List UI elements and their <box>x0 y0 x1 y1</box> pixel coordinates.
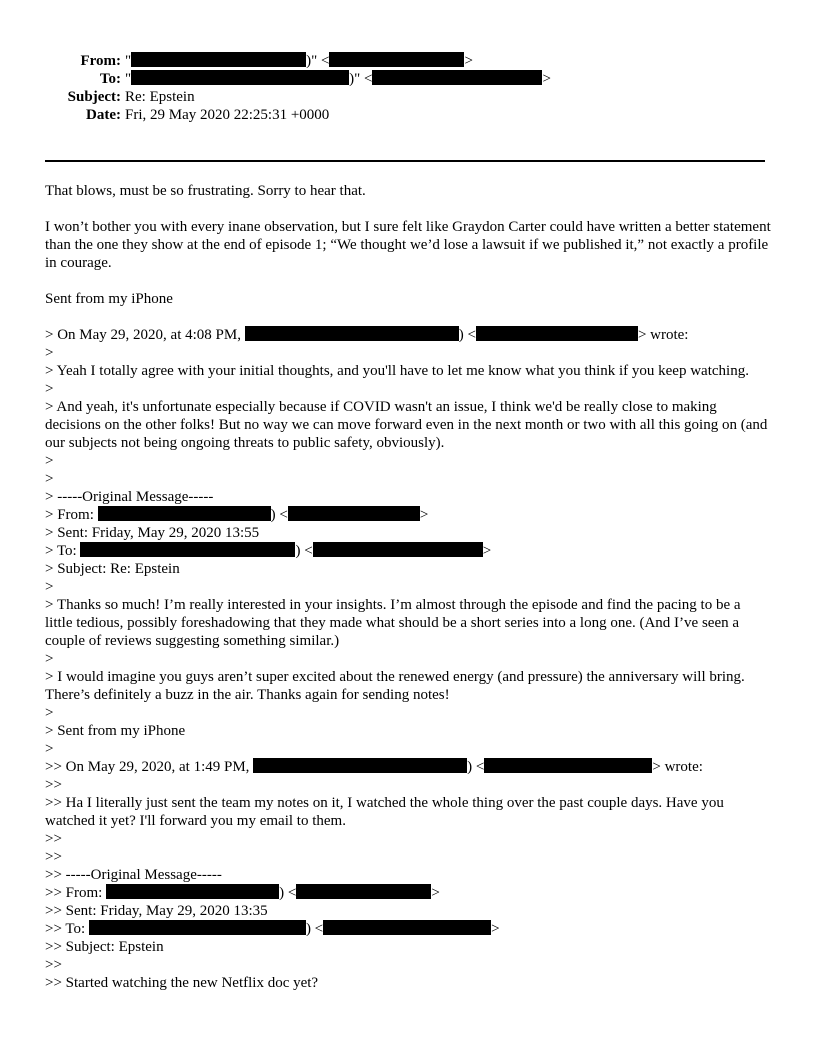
quote-paragraph: >> Started watching the new Netflix doc yet? <box>45 975 319 991</box>
quote-blank: >> <box>45 831 62 847</box>
header-divider <box>45 160 765 162</box>
quote-blank: >> <box>45 957 62 973</box>
redaction-box <box>131 70 349 85</box>
redaction-box <box>98 506 271 521</box>
quote-blank: > <box>45 741 54 757</box>
quote-paragraph: >> Ha I literally just sent the team my notes on it, I watched the whole thing over the past couple days. Have you watched it yet? I'll forward you my email to them. <box>45 795 724 829</box>
subject-label: Subject: <box>67 89 121 105</box>
quote-to: >> To: ) < > <box>45 921 500 937</box>
quote-from: >> From: ) < > <box>45 885 440 901</box>
quote-blank: > <box>45 471 54 487</box>
quote-sent: >> Sent: Friday, May 29, 2020 13:35 <box>45 903 268 919</box>
from-label: From: <box>80 53 121 69</box>
quote-paragraph: > Thanks so much! I’m really interested in your insights. I’m almost through the episode and find the pacing to be a little tedious, possibly foreshadowing that they made what should be a short series into a long one. (And I’ve seen a couple of reviews suggesting something similar.) <box>45 597 741 649</box>
original-message-marker: >> -----Original Message----- <box>45 867 222 883</box>
signature: Sent from my iPhone <box>45 291 173 307</box>
quote-attribution: > On May 29, 2020, at 4:08 PM, ) < > wrote: <box>45 327 689 343</box>
redaction-box <box>245 326 459 341</box>
date-row <box>45 106 765 124</box>
body-paragraph: I won’t bother you with every inane observation, but I sure felt like Graydon Carter could have written a better statement than the one they show at the end of episode 1; “We thought we’d lose a lawsuit if we published it,” not exactly a profile in courage. <box>45 219 771 271</box>
quote-blank: > <box>45 651 54 667</box>
quote-blank: >> <box>45 777 62 793</box>
email-header <box>45 52 765 124</box>
to-row <box>45 70 765 88</box>
email-body <box>45 182 771 992</box>
body-paragraph: That blows, must be so frustrating. Sorry to hear that. <box>45 183 366 199</box>
date-label: Date: <box>86 107 121 123</box>
quote-paragraph: > I would imagine you guys aren’t super excited about the renewed energy (and pressure) the anniversary will bring. There’s definitely a buzz in the air. Thanks again for sending notes! <box>45 669 745 703</box>
redaction-box <box>296 884 431 899</box>
redaction-box <box>329 52 464 67</box>
quote-blank: > <box>45 579 54 595</box>
redaction-box <box>476 326 638 341</box>
quote-blank: > <box>45 705 54 721</box>
original-message-marker: > -----Original Message----- <box>45 489 214 505</box>
redaction-box <box>80 542 295 557</box>
redaction-box <box>484 758 652 773</box>
quote-blank: > <box>45 381 54 397</box>
from-row <box>45 52 765 70</box>
date-value: Fri, 29 May 2020 22:25:31 +0000 <box>125 107 330 123</box>
redaction-box <box>372 70 542 85</box>
redaction-box <box>253 758 467 773</box>
redaction-box <box>131 52 306 67</box>
quote-signature: > Sent from my iPhone <box>45 723 186 739</box>
from-value: " )" < > <box>125 53 473 69</box>
quote-blank: >> <box>45 849 62 865</box>
redaction-box <box>323 920 491 935</box>
to-label: To: <box>99 71 121 87</box>
quote-attribution: >> On May 29, 2020, at 1:49 PM, ) < > wrote: <box>45 759 703 775</box>
to-value: " )" < > <box>125 71 551 87</box>
quote-subject: >> Subject: Epstein <box>45 939 164 955</box>
subject-value: Re: Epstein <box>125 89 195 105</box>
redaction-box <box>288 506 420 521</box>
quote-from: > From: ) < > <box>45 507 429 523</box>
quote-paragraph: > And yeah, it's unfortunate especially because if COVID wasn't an issue, I think we'd be really close to making decisions on the other folks! But no way we can move forward even in the next month or two with all this going on (and our subjects not being ongoing threats to public safety, obviously). <box>45 399 768 451</box>
quote-blank: > <box>45 345 54 361</box>
quote-paragraph: > Yeah I totally agree with your initial thoughts, and you'll have to let me know what you think if you keep watching. <box>45 363 749 379</box>
quote-blank: > <box>45 453 54 469</box>
redaction-box <box>89 920 306 935</box>
redaction-box <box>313 542 483 557</box>
redaction-box <box>106 884 279 899</box>
quote-sent: > Sent: Friday, May 29, 2020 13:55 <box>45 525 260 541</box>
subject-row <box>45 88 765 106</box>
quote-to: > To: ) < > <box>45 543 492 559</box>
quote-subject: > Subject: Re: Epstein <box>45 561 180 577</box>
